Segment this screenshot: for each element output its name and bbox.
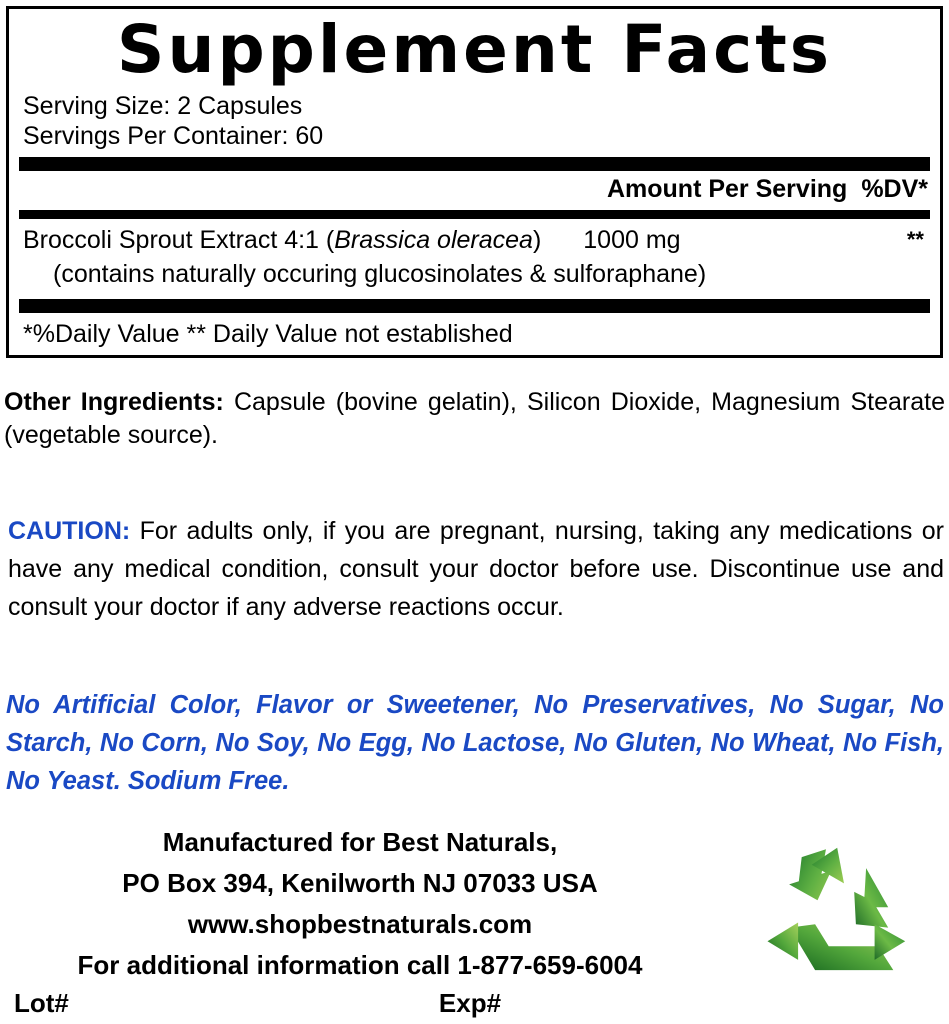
manufacturer-address: PO Box 394, Kenilworth NJ 07033 USA: [122, 868, 598, 898]
nutrient-name-prefix: Broccoli Sprout Extract 4:1 (: [23, 226, 335, 254]
panel-rule-thick-bottom: [19, 299, 930, 313]
servings-per-container-line: Servings Per Container: 60: [23, 122, 324, 150]
serving-size-line: Serving Size: 2 Capsules: [23, 92, 303, 120]
nutrient-amount: 1000 mg: [583, 226, 681, 254]
manufacturer-phone: For additional information call 1-877-659-6004: [77, 950, 643, 980]
column-header-dv: %DV*: [861, 175, 928, 203]
exp-label: Exp#: [438, 988, 502, 1018]
nutrient-name-latin: Brassica oleracea: [334, 226, 533, 254]
panel-rule-thick-top: [19, 157, 930, 171]
free-from-claims: No Artificial Color, Flavor or Sweetener, No Preservatives, No Sugar, No Starch, No Corn, No Soy, No Egg, No Lactose, No Gluten, No Wheat, No Fish, No Yeast. Sodium Free.: [6, 691, 944, 795]
nutrient-subnote: (contains naturally occuring glucosinolates & sulforaphane): [53, 260, 707, 288]
column-header-amount: Amount Per Serving: [606, 175, 848, 203]
lot-label: Lot#: [14, 988, 69, 1018]
other-ingredients-text: Capsule (bovine gelatin), Silicon Dioxide, Magnesium Stearate (vegetable source).: [4, 388, 945, 449]
caution-paragraph: [8, 512, 944, 626]
caution-text: For adults only, if you are pregnant, nursing, taking any medications or have any medical condition, consult your doctor before use. Discontinue use and consult your doctor if any adverse reactions occur.: [8, 517, 944, 621]
nutrient-name: [23, 223, 541, 257]
other-ingredients-label: Other Ingredients:: [4, 388, 224, 416]
manufacturer-website[interactable]: www.shopbestnaturals.com: [187, 909, 533, 939]
daily-value-footnote: *%Daily Value ** Daily Value not established: [23, 320, 513, 348]
manufacturer-name: Manufactured for Best Naturals,: [162, 827, 558, 857]
supplement-facts-panel: [6, 6, 943, 358]
lot-exp-row: [14, 988, 714, 1018]
caution-label: CAUTION:: [8, 517, 131, 545]
nutrient-daily-value: **: [906, 227, 924, 252]
panel-rule-mid: [19, 210, 930, 219]
column-headers: [19, 171, 930, 207]
supplement-facts-title: Supplement Facts: [116, 11, 833, 88]
manufacturer-block: [0, 822, 720, 986]
recycle-icon: [756, 846, 932, 982]
nutrient-name-suffix: ): [532, 226, 542, 254]
other-ingredients: [4, 386, 945, 452]
table-row: [19, 219, 930, 257]
